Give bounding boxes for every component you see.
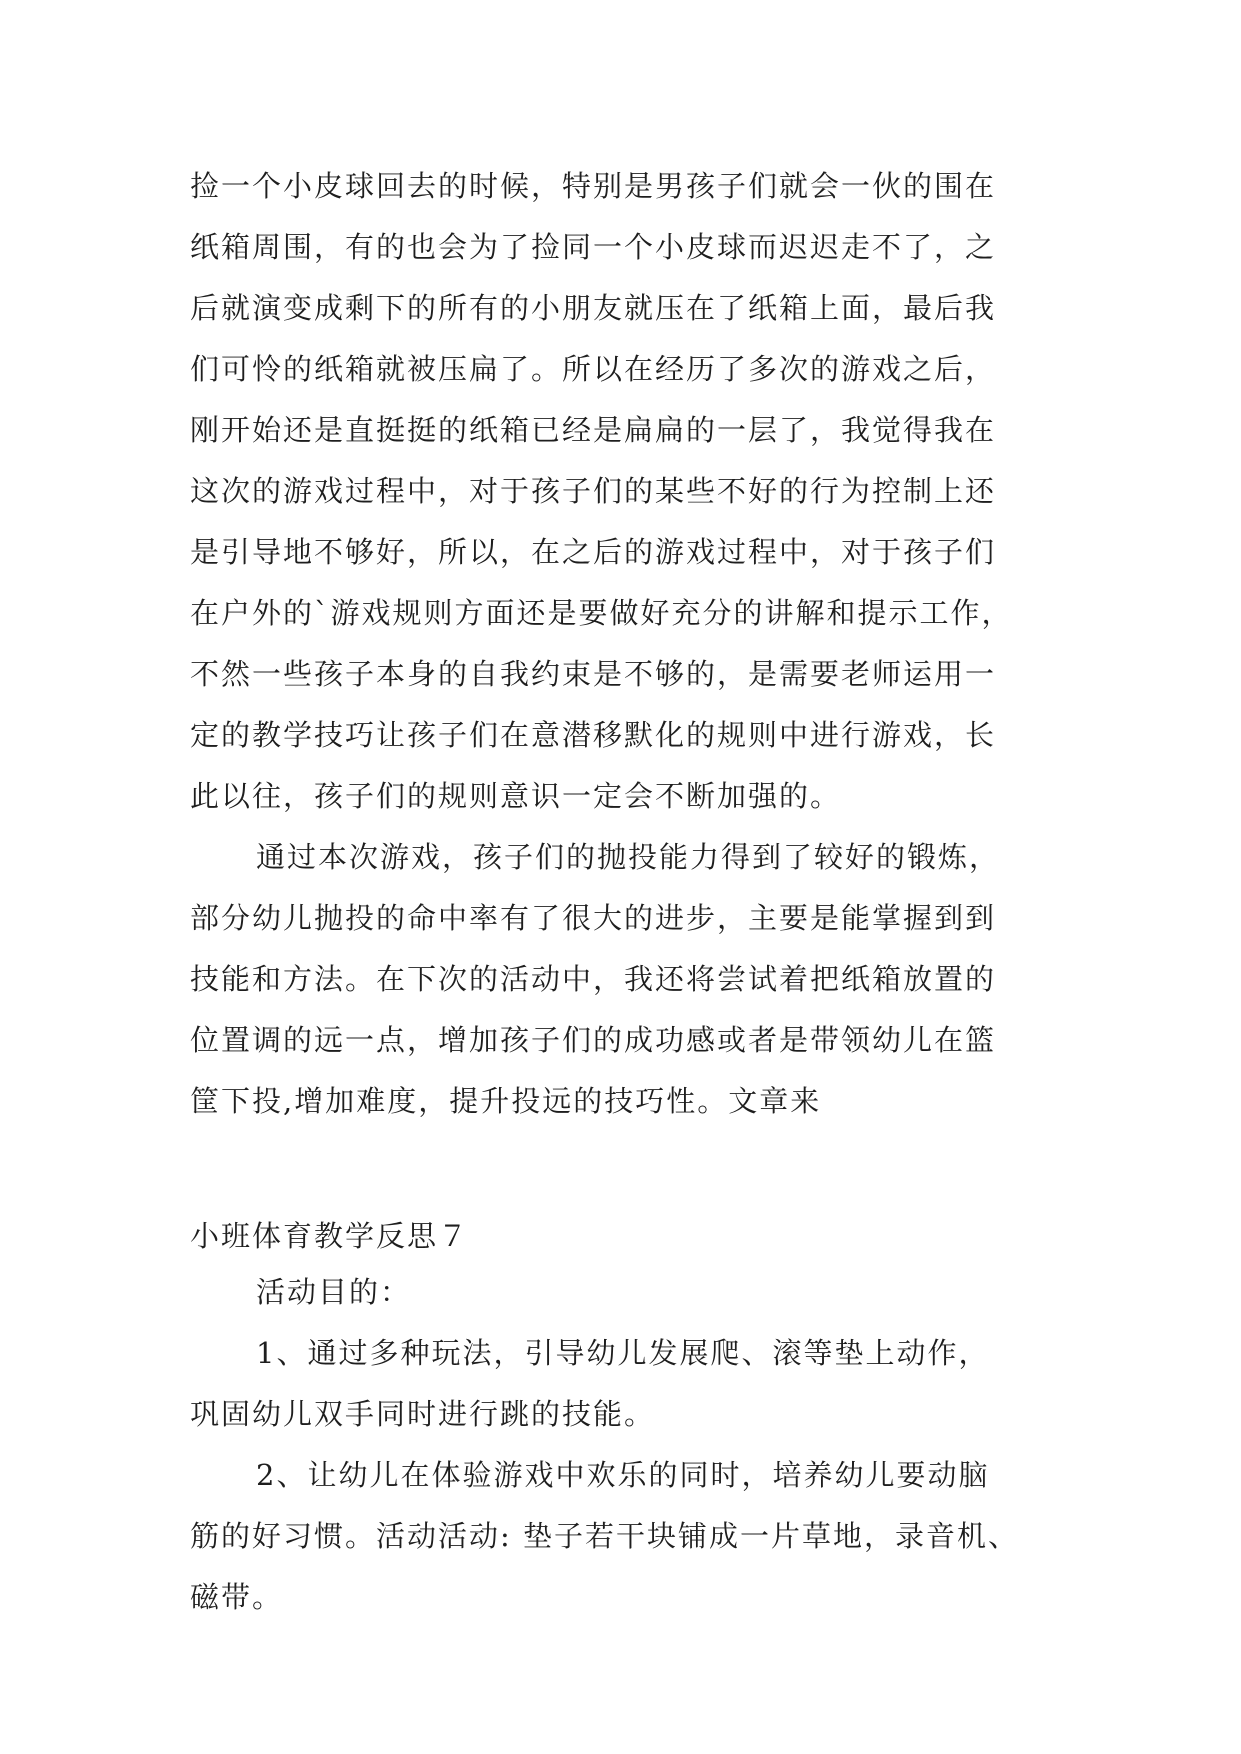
text-line: 部分幼儿抛投的命中率有了很大的进步，主要是能掌握到到	[190, 901, 997, 935]
section-spacer	[190, 1132, 1050, 1210]
text-line: 这次的游戏过程中，对于孩子们的某些不好的行为控制上还	[190, 474, 997, 508]
text-line: 们可怜的纸箱就被压扁了。所以在经历了多次的游戏之后，	[190, 352, 997, 386]
goals-label: 活动目的：	[256, 1275, 412, 1309]
text-line: 不然一些孩子本身的自我约束是不够的，是需要老师运用一	[190, 657, 997, 691]
text-line: 位置调的远一点，增加孩子们的成功感或者是带领幼儿在篮	[190, 1023, 997, 1057]
text-line: 筐下投,增加难度，提升投远的技巧性。文章来	[190, 1084, 822, 1118]
paragraph-summary	[190, 827, 1050, 1132]
goal-item-1	[190, 1323, 1050, 1445]
paragraph-reflection	[190, 156, 1050, 827]
section-title: 小班体育教学反思７	[190, 1219, 470, 1253]
text-line: 捡一个小皮球回去的时候，特别是男孩子们就会一伙的围在	[190, 169, 997, 203]
text-line: 在户外的`游戏规则方面还是要做好充分的讲解和提示工作，	[190, 596, 1013, 630]
text-line: 是引导地不够好，所以，在之后的游戏过程中，对于孩子们	[190, 535, 997, 569]
goal-item-2	[190, 1445, 1050, 1628]
text-line: 2、让幼儿在体验游戏中欢乐的同时，培养幼儿要动脑	[256, 1458, 990, 1492]
text-line: 筋的好习惯。活动活动: 垫子若干块铺成一片草地，录音机、	[190, 1519, 1019, 1553]
text-line: 刚开始还是直挺挺的纸箱已经是扁扁的一层了，我觉得我在	[190, 413, 997, 447]
text-line: 纸箱周围，有的也会为了捡同一个小皮球而迟迟走不了，之	[190, 230, 997, 264]
text-line: 磁带。	[190, 1580, 284, 1614]
text-line: 技能和方法。在下次的活动中，我还将尝试着把纸箱放置的	[190, 962, 997, 996]
text-line: 1、通过多种玩法，引导幼儿发展爬、滚等垫上动作，	[256, 1336, 990, 1370]
text-line: 通过本次游戏，孩子们的抛投能力得到了较好的锻炼，	[256, 840, 1001, 874]
text-line: 巩固幼儿双手同时进行跳的技能。	[190, 1397, 656, 1431]
text-line: 此以往，孩子们的规则意识一定会不断加强的。	[190, 779, 842, 813]
document-body	[190, 156, 1050, 1628]
text-line: 后就演变成剩下的所有的小朋友就压在了纸箱上面，最后我	[190, 291, 997, 325]
text-line: 定的教学技巧让孩子们在意潜移默化的规则中进行游戏，长	[190, 718, 997, 752]
